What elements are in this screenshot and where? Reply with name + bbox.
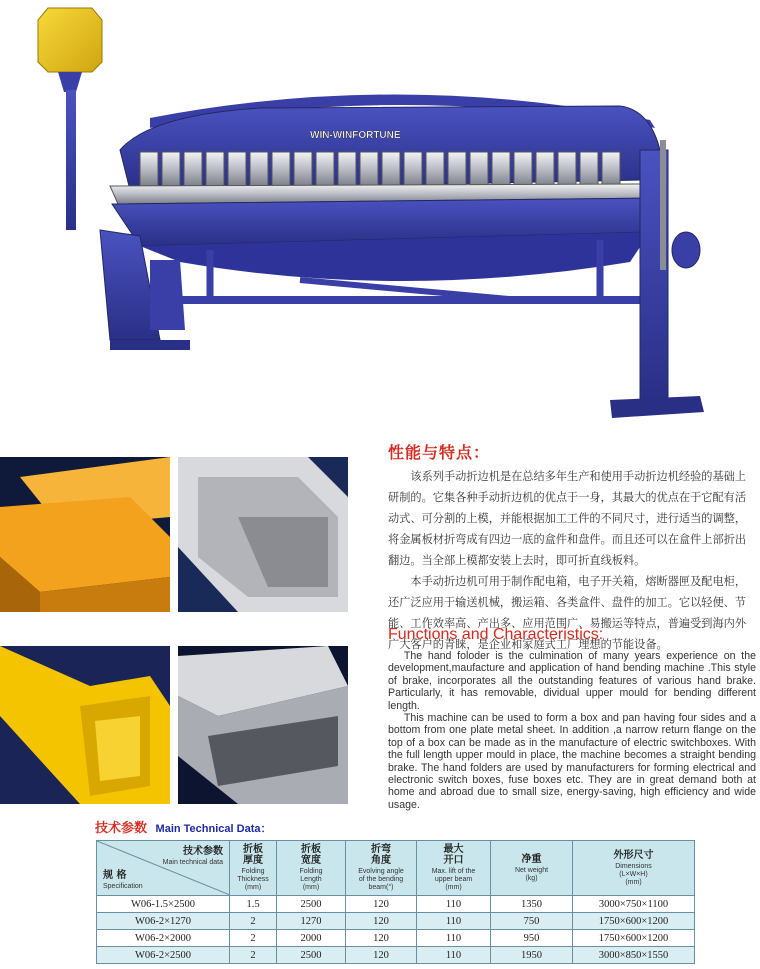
tech-heading-en: Main Technical Data： [155, 823, 272, 835]
hand-folder-machine-illustration [0, 0, 760, 440]
table-cell: 3000×850×1550 [573, 947, 695, 964]
col-header-net-weight [491, 841, 573, 896]
col-header-en: Evolving angle of the bending beam(°) [358, 868, 404, 891]
table-cell: 2 [230, 913, 277, 930]
col-header-en: Net weight (kg) [514, 866, 549, 882]
table-cell: 120 [346, 930, 417, 947]
table-cell: 110 [417, 913, 491, 930]
en-section-body [388, 650, 756, 811]
table-cell: 750 [491, 913, 573, 930]
col-header-angle [346, 841, 417, 896]
cn-paragraph: 该系列手动折边机是在总结多年生产和使用手动折边机经验的基础上研制的。它集各种手动折边机的优点于一身，其最大的优点在于它配有活动式、可分割的上模，并能根据加工工件的不同尺寸，进行适当的调整，将金属板材折弯成有四边一底的盒件和盘件。而且还可以在盒件上部折出翻边。当全部上模都安装上去时，即可折直线板料。 [388, 470, 747, 567]
diag-bottom-cn: 规 格 [103, 870, 127, 881]
table-cell: 1750×600×1200 [573, 930, 695, 947]
col-header-dimensions [573, 841, 695, 896]
table-cell: 120 [346, 896, 417, 913]
table-cell: 110 [417, 947, 491, 964]
cn-paragraph: 本手动折边机可用于制作配电箱，电子开关箱，熔断器匣及配电柜，还广泛应用于输送机械，搬运箱、各类盒件、盘件的加工。它以轻便、节能、工作效率高、产出多、应用范围广、易搬运等特点，普遍受到海内外广大客户的青睐，是企业和家庭式工厂理想的节能设备。 [388, 575, 747, 651]
col-header-cn: 外形尺寸 [613, 849, 654, 861]
col-header-cn: 折板 厚度 [243, 844, 263, 866]
col-header-en: Folding Length (mm) [299, 868, 323, 891]
col-header-cn: 折板 宽度 [301, 844, 321, 866]
table-cell: 2 [230, 930, 277, 947]
col-header-en: Folding Thickness (mm) [237, 868, 269, 891]
table-cell: W06-2×2500 [97, 947, 230, 964]
table-cell: 2500 [277, 896, 346, 913]
table-row [97, 947, 695, 964]
table-cell: 1270 [277, 913, 346, 930]
en-paragraph: This machine can be used to form a box and pan having four sides and a bottom from one plate metal sheet. In addition ,a narrow return flange on the top of a box can be made as in the manufacture of electric switchboxes. With the full length upper mould in place, the machine becomes a straight bending brake. The hand folders are used by manufacturers for forming electrical and electronic switch boxes, fuse boxes etc. They are in great demand both at home and abroad due to small size, energy-saving, high efficiency and wide usage. [388, 712, 756, 811]
table-cell: 1950 [491, 947, 573, 964]
col-header-length [277, 841, 346, 896]
counterweight-block [38, 8, 102, 72]
table-cell: 950 [491, 930, 573, 947]
diag-bottom-en: Specification [103, 883, 143, 890]
table-cell: 1750×600×1200 [573, 913, 695, 930]
table-cell: W06-2×2000 [97, 930, 230, 947]
brand-label: WIN-WINFORTUNE [310, 130, 401, 141]
table-cell: W06-2×1270 [97, 913, 230, 930]
table-cell: 120 [346, 947, 417, 964]
table-cell: 1350 [491, 896, 573, 913]
table-cell: 110 [417, 930, 491, 947]
table-cell: 2 [230, 947, 277, 964]
tech-heading-cn: 技术参数 [95, 821, 148, 836]
table-row [97, 913, 695, 930]
photo-metal-channel [178, 457, 348, 612]
col-header-cn: 最大 开口 [443, 844, 464, 866]
table-cell: 2500 [277, 947, 346, 964]
table-row [97, 896, 695, 913]
col-header-en: Dimensions (L×W×H) (mm) [615, 862, 652, 886]
col-header-max-lift [417, 841, 491, 896]
photo-yellow-profile [0, 646, 170, 804]
col-header-en: Max. lift of the upper beam (mm) [431, 868, 476, 891]
diag-top-en: Main technical data [162, 859, 223, 866]
table-cell: 2000 [277, 930, 346, 947]
spec-table [96, 840, 695, 964]
tech-data-heading [95, 817, 271, 836]
col-header-thickness [230, 841, 277, 896]
col-header-cn: 净重 [521, 853, 542, 865]
col-header-cn: 折弯 角度 [371, 844, 391, 866]
photo-orange-box-corner [0, 457, 170, 612]
table-cell: W06-1.5×2500 [97, 896, 230, 913]
table-cell: 3000×750×1100 [573, 896, 695, 913]
table-cell: 1.5 [230, 896, 277, 913]
cn-section-heading: 性能与特点： [388, 443, 491, 462]
table-cell: 120 [346, 913, 417, 930]
diag-top-cn: 技术参数 [183, 846, 223, 857]
spec-table-header-row [97, 841, 695, 896]
en-paragraph: The hand foloder is the culmination of many years experience on the development,maufacture and application of hand bending machine .This style of brake, incorporates all the outstanding features of various hand brake. Particularly, it has removable, dividual upper mould for bending different length. [388, 650, 756, 712]
table-row [97, 930, 695, 947]
spec-header-diagonal [97, 841, 230, 896]
en-section-heading: Functions and Characteristics: [388, 626, 604, 643]
table-cell: 110 [417, 896, 491, 913]
photo-metal-tray [178, 646, 348, 804]
